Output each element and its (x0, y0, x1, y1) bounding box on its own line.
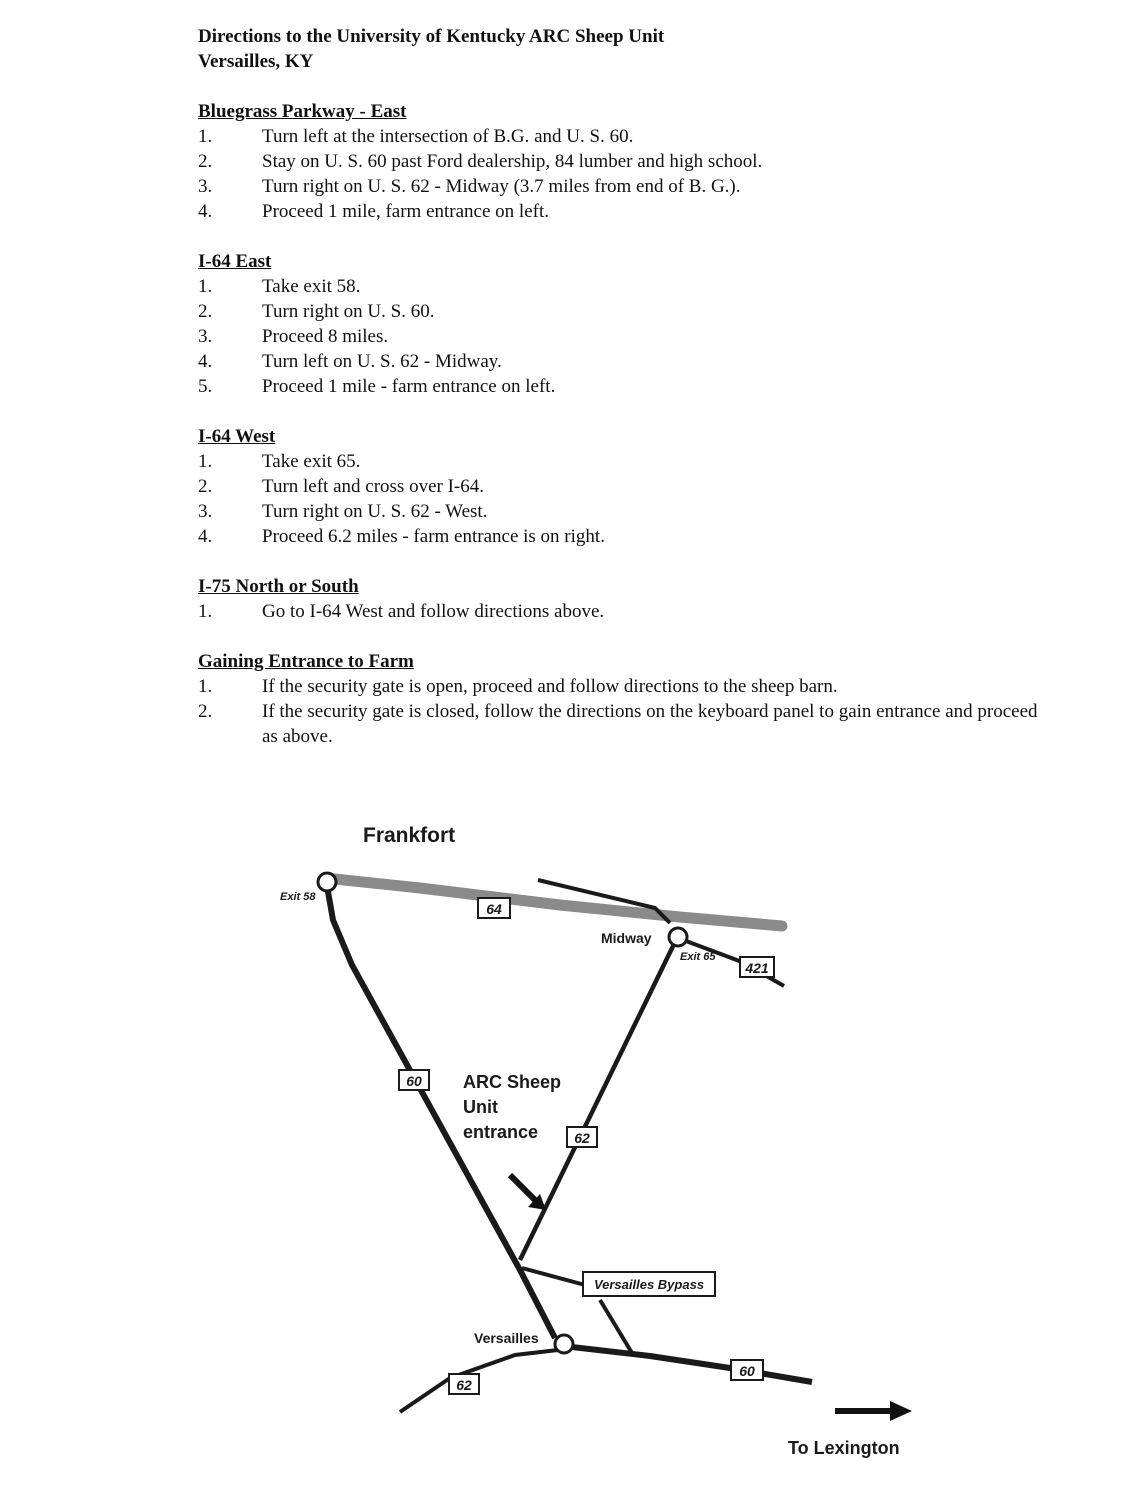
step-text: Take exit 58. (262, 276, 361, 297)
directions-section (198, 249, 1058, 399)
route62-south-label: 62 (456, 1377, 472, 1393)
us62-road (520, 940, 676, 1260)
frankfort-label: Frankfort (363, 824, 456, 847)
direction-step (198, 299, 1058, 324)
step-number: 3. (198, 501, 213, 522)
document-title: Directions to the University of Kentucky ARC Sheep Unit (198, 26, 665, 47)
document-subtitle: Versailles, KY (198, 51, 314, 72)
step-number: 2. (198, 151, 213, 172)
section-heading: Gaining Entrance to Farm (198, 651, 414, 672)
us60-east-road (563, 1346, 812, 1382)
step-number: 5. (198, 376, 213, 397)
step-number: 4. (198, 526, 213, 547)
direction-step (198, 174, 1058, 199)
step-text: Turn left at the intersection of B.G. and U. S. 60. (262, 126, 634, 147)
entrance-arrow-icon (510, 1175, 546, 1210)
direction-step (198, 324, 1058, 349)
step-text: Turn right on U. S. 60. (262, 301, 435, 322)
direction-step (198, 524, 1058, 549)
route62-label: 62 (574, 1130, 590, 1146)
directions-document (198, 24, 1058, 749)
step-text: Proceed 1 mile - farm entrance on left. (262, 376, 556, 397)
step-text: If the security gate is closed, follow the directions on the keyboard panel to gain entrance and proceed as above. (262, 701, 1038, 747)
step-text: If the security gate is open, proceed and follow directions to the sheep barn. (262, 676, 838, 697)
step-number: 2. (198, 301, 213, 322)
direction-step (198, 274, 1058, 299)
direction-step (198, 599, 1058, 624)
arc-label-line1: ARC Sheep (463, 1072, 562, 1092)
step-number: 2. (198, 476, 213, 497)
section-heading: I-64 East (198, 251, 272, 272)
step-text: Proceed 6.2 miles - farm entrance is on right. (262, 526, 605, 547)
route60-east-label: 60 (739, 1363, 755, 1379)
bypass-label: Versailles Bypass (593, 1277, 705, 1292)
direction-step (198, 374, 1058, 399)
step-number: 4. (198, 201, 213, 222)
step-number: 1. (198, 276, 213, 297)
route421-label: 421 (745, 960, 769, 976)
step-text: Turn right on U. S. 62 - Midway (3.7 miles from end of B. G.). (262, 176, 741, 197)
section-heading: I-75 North or South (198, 576, 359, 597)
exit65-label: Exit 65 (680, 951, 716, 963)
direction-step (198, 349, 1058, 374)
exit58-label: Exit 58 (280, 891, 316, 903)
route60-label: 60 (406, 1073, 422, 1089)
step-number: 3. (198, 326, 213, 347)
section-heading: I-64 West (198, 426, 276, 447)
step-number: 1. (198, 676, 213, 697)
step-text: Stay on U. S. 60 past Ford dealership, 84 lumber and high school. (262, 151, 763, 172)
section-heading: Bluegrass Parkway - East (198, 101, 407, 122)
to-lexington-label: To Lexington (788, 1438, 900, 1458)
exit58-marker (318, 873, 336, 891)
direction-step (198, 699, 1058, 749)
step-number: 3. (198, 176, 213, 197)
right-arrow-icon (835, 1401, 912, 1421)
step-text: Proceed 8 miles. (262, 326, 389, 347)
step-text: Turn left and cross over I-64. (262, 476, 484, 497)
directions-section (198, 574, 1058, 624)
step-text: Go to I-64 West and follow directions above. (262, 601, 605, 622)
directions-sections (198, 99, 1058, 749)
step-number: 1. (198, 126, 213, 147)
direction-step (198, 499, 1058, 524)
step-text: Take exit 65. (262, 451, 361, 472)
step-number: 4. (198, 351, 213, 372)
arc-label-line2: Unit (463, 1097, 498, 1117)
directions-section (198, 649, 1058, 749)
direction-step (198, 199, 1058, 224)
midway-marker (669, 928, 687, 946)
direction-step (198, 674, 1058, 699)
direction-step (198, 474, 1058, 499)
direction-step (198, 149, 1058, 174)
versailles-label: Versailles (474, 1330, 539, 1346)
versailles-marker (555, 1335, 573, 1353)
step-text: Proceed 1 mile, farm entrance on left. (262, 201, 549, 222)
step-text: Turn right on U. S. 62 - West. (262, 501, 488, 522)
directions-section (198, 424, 1058, 549)
midway-label: Midway (601, 930, 652, 946)
direction-step (198, 449, 1058, 474)
route-map (0, 790, 1121, 1490)
route64-label: 64 (486, 901, 502, 917)
directions-section (198, 99, 1058, 224)
direction-step (198, 124, 1058, 149)
step-text: Turn left on U. S. 62 - Midway. (262, 351, 502, 372)
arc-label-line3: entrance (463, 1122, 539, 1142)
step-number: 2. (198, 701, 213, 722)
step-number: 1. (198, 451, 213, 472)
bypass-road (522, 1268, 585, 1285)
step-number: 1. (198, 601, 213, 622)
bypass-road-south (600, 1300, 632, 1353)
us60-road (327, 886, 555, 1338)
